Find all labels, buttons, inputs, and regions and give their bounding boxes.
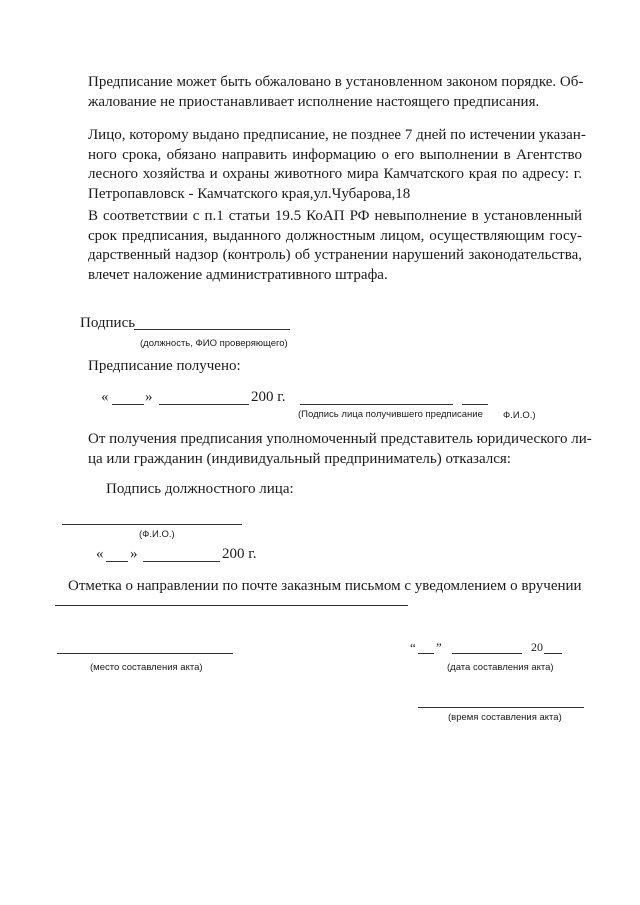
official-day-line[interactable] [106, 561, 128, 562]
received-date-open: « [101, 389, 109, 405]
act-day-line[interactable] [418, 653, 434, 654]
text-line: Лицо, которому выдано предписание, не позднее 7 дней по истечении указан- [88, 127, 586, 143]
official-date-close: » [130, 546, 138, 562]
text-line: ного срока, обязано направить информацию о его выполнении в Агентство [88, 146, 582, 163]
act-place-line[interactable] [57, 653, 233, 654]
official-month-line[interactable] [143, 561, 220, 562]
act-date-caption: (дата составления акта) [447, 662, 554, 673]
mail-note-line[interactable] [55, 605, 408, 606]
act-year-line[interactable] [544, 653, 562, 654]
text-line: жалование не приостанавливает исполнение настоящего предписания. [88, 93, 540, 110]
signature-label: Подпись [80, 315, 136, 331]
official-name-line[interactable] [62, 524, 242, 525]
text-line: В соответствии с п.1 статьи 19.5 КоАП РФ невыполнение в установленный [88, 208, 582, 224]
act-date-close: ” [436, 640, 442, 655]
official-signature-label: Подпись должностного лица: [106, 481, 294, 497]
official-date-open: « [96, 546, 104, 562]
received-name-line[interactable] [462, 404, 488, 405]
act-year: 20 [531, 640, 543, 654]
received-month-line[interactable] [159, 404, 249, 405]
act-month-line[interactable] [452, 653, 522, 654]
text-line: От получения предписания уполномоченный представитель юридического ли- [88, 431, 592, 447]
act-date-open: “ [410, 640, 416, 655]
signature-caption: (должность, ФИО проверяющего) [140, 338, 288, 349]
text-line: дарственный надзор (контроль) об устранении нарушений законодательства, [88, 247, 582, 263]
refusal-paragraph [88, 430, 592, 469]
text-line: лесного хозяйства и охраны животного мира Камчатского края по адресу: г. [88, 166, 582, 182]
received-date-close: » [145, 389, 153, 405]
appeal-paragraph [88, 73, 582, 112]
received-signature-line[interactable] [300, 404, 453, 405]
penalty-paragraph [88, 207, 582, 285]
text-line: срок предписания, выданного должностным лицом, осуществляющим госу- [88, 227, 582, 244]
received-day-line[interactable] [112, 404, 144, 405]
official-year: 200 г. [222, 546, 257, 562]
received-caption-name: Ф.И.О.) [503, 410, 536, 421]
received-year: 200 г. [251, 389, 286, 405]
act-place-caption: (место составления акта) [90, 662, 203, 673]
signature-line[interactable] [134, 329, 290, 330]
received-label: Предписание получено: [88, 358, 241, 374]
act-time-line[interactable] [418, 707, 584, 708]
text-line: ца или гражданин (индивидуальный предприниматель) отказался: [88, 450, 511, 467]
text-line: Петропавловск - Камчатского края,ул.Чубарова,18 [88, 185, 411, 202]
official-name-caption: (Ф.И.О.) [139, 529, 175, 540]
act-time-caption: (время составления акта) [448, 712, 562, 723]
mail-note: Отметка о направлении по почте заказным письмом с уведомлением о вручении [68, 578, 582, 594]
text-line: влечет наложение административного штрафа. [88, 266, 388, 283]
received-caption-signature: (Подпись лица получившего предписание [298, 409, 483, 420]
text-line: Предписание может быть обжаловано в установленном законом порядке. Об- [88, 74, 584, 90]
report-paragraph [88, 126, 586, 204]
